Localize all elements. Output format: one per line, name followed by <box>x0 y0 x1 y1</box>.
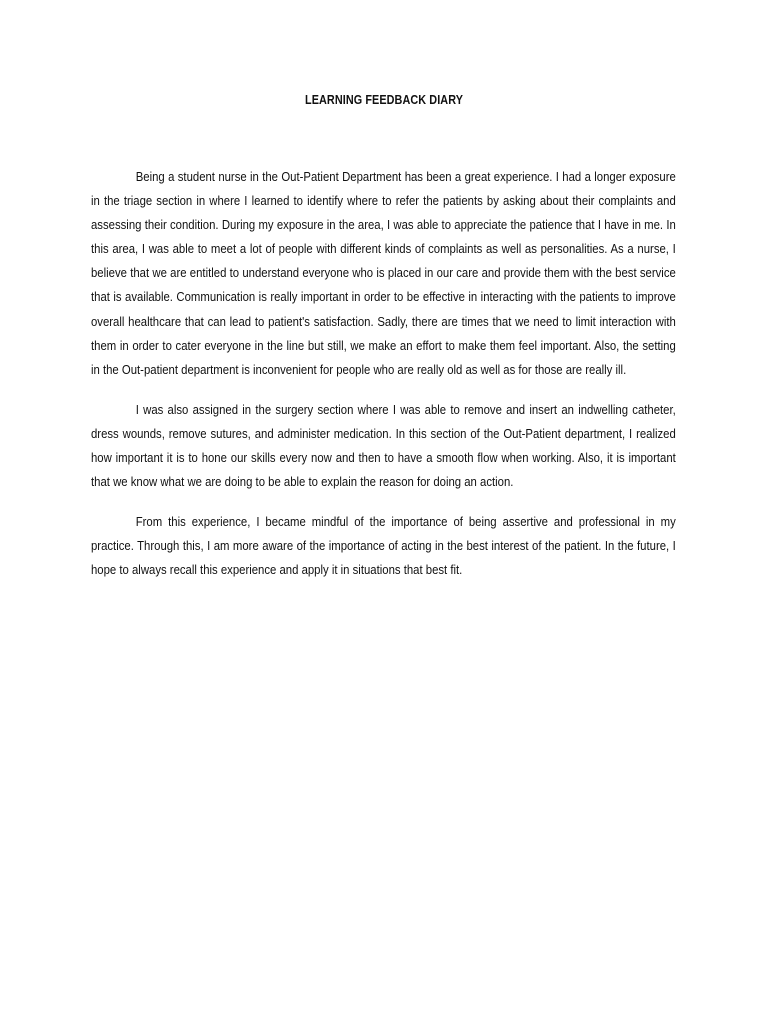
paragraph-3: From this experience, I became mindful of the importance of being assertive and professional in my practice. Through this, I am more aware of the importance of acting in the best interest of the patient. In the future, I hope to always recall this experience and apply it in situations that best fit. <box>91 514 676 578</box>
paragraph-1: Being a student nurse in the Out-Patient Department has been a great experience. I had a longer exposure in the triage section in where I learned to identify where to refer the patients by asking about their complaints and assessing their condition. During my exposure in the area, I was able to appreciate the patience that I have in me. In this area, I was able to meet a lot of people with different kinds of complaints as well as personalities. As a nurse, I believe that we are entitled to understand everyone who is placed in our care and provide them with the best service that is available. Communication is really important in order to be effective in interacting with the patients to improve overall healthcare that can lead to patient's satisfaction. Sadly, there are times that we need to limit interaction with them in order to cater everyone in the line but still, we make an effort to make them feel important. Also, the setting in the Out-patient department is inconvenient for people who are really old as well as for those are really ill. <box>91 169 676 377</box>
paragraph-2: I was also assigned in the surgery section where I was able to remove and insert an indwelling catheter, dress wounds, remove sutures, and administer medication. In this section of the Out-Patient department, I realized how important it is to hone our skills every now and then to have a smooth flow when working. Also, it is important that we know what we are doing to be able to explain the reason for doing an action. <box>91 401 676 490</box>
page-title: LEARNING FEEDBACK DIARY <box>304 93 464 107</box>
document-body <box>91 165 676 599</box>
